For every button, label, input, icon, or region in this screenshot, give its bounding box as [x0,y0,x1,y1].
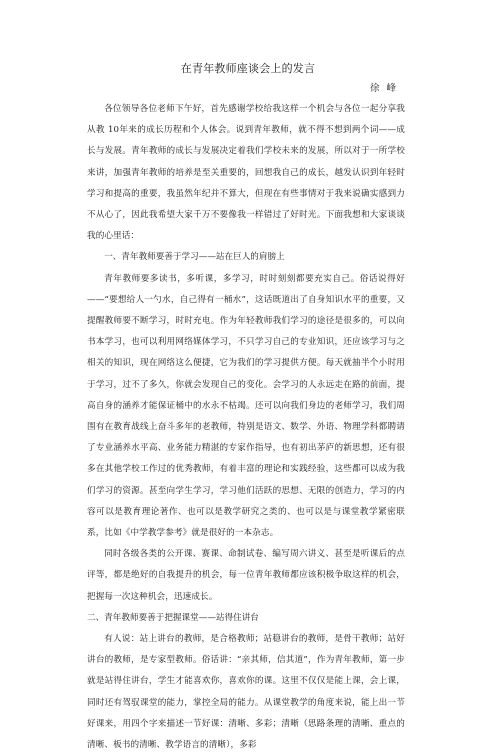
document-body [87,99,405,756]
section-heading-1: 一、青年教师要善于学习——站在巨人的肩膀上 [104,252,285,263]
page-title: 在青年教师座谈会上的发言 [180,62,316,75]
paragraph-classroom: 有人说：站上讲台的教师，是合格教师；站稳讲台的教师，是骨干教师；站好讲台的教师，是专家型教师。俗话讲：“亲其师，信其道”，作为青年教师，第一步就是站得住讲台，学生才能喜欢你，喜欢你的课。这里不仅仅是能上课，会上课，同时还有驾驭课堂的能力，掌控全局的能力。从课堂教学的角度来说，能上出一节好课来，用四个字来描述一节好课：清晰、多彩；清晰（思路条理的清晰、重点的清晰、板书的清晰、教学语言的清晰），多彩 [87,634,405,751]
paragraph-intro: 各位领导各位老师下午好，首先感谢学校给我这样一个机会与各位一起分享我从教 10年来的成长历程和个人体会。说到青年教师，就不得不想到两个词——成长与发展。青年教师的成长与发展决定着我们学校未来的发展，所以对于一所学校来讲，加强青年教师的培养是至关重要的，回想我自己的成长，越发认识到年轻时学习和提高的重要，我虽然年纪并不算大，但现在有些事情对于我来说确实感到力不从心了，因此我希望大家千万不要像我一样错过了好时光。下面我想和大家谈谈我的心里话： [87,104,405,242]
author-name: 徐 峰 [369,83,398,94]
paragraph-learning: 青年教师要多读书，多听课，多学习，时时刻刻都要充实自己。俗话说得好——“要想给人一勺水，自己得有一桶水”，这话既道出了自身知识水平的重要，又提醒教师要不断学习，时时充电。作为年轻教师我们学习的途径是很多的，可以向书本学习，也可以利用网络媒体学习，不只学习自己的专业知识，还应该学习与之相关的知识，现在网络这么便捷，它为我们的学习提供方便。每天就抽半个小时用于学习，过不了多久，你就会发现自己的变化。会学习的人永远走在路的前面，提高自身的涵养才能保证桶中的水永不枯竭。还可以向我们身边的老师学习，我们周围有在教育战线上奋斗多年的老教师，特别是语文、数学、外语、物理学科都聘请了专业涵养水平高、业务能力精湛的专家作指导，也有初出茅庐的新思想，还有很多在其他学校工作过的优秀教师，有着丰富的理论和实践经验，这些都可以成为我们学习的资源。甚至向学生学习，学习他们活跃的思想、无限的创造力，学习的内容可以是教育理论著作、也可以是教学研究之类的、也可以是与课堂教学紧密联系，比如《中学教学参考》就是很好的一本杂志。 [87,273,405,539]
section-heading-2: 二、青年教师要善于把握课堂——站得住讲台 [87,612,259,623]
paragraph-opportunities: 同时各级各类的公开课、赛课、命制试卷、编写周六讲义、甚至是听课后的点评等，都是绝好的自我提升的机会，每一位青年教师都应该积极争取这样的机会，把握每一次这种机会，迅速成长。 [87,549,405,602]
